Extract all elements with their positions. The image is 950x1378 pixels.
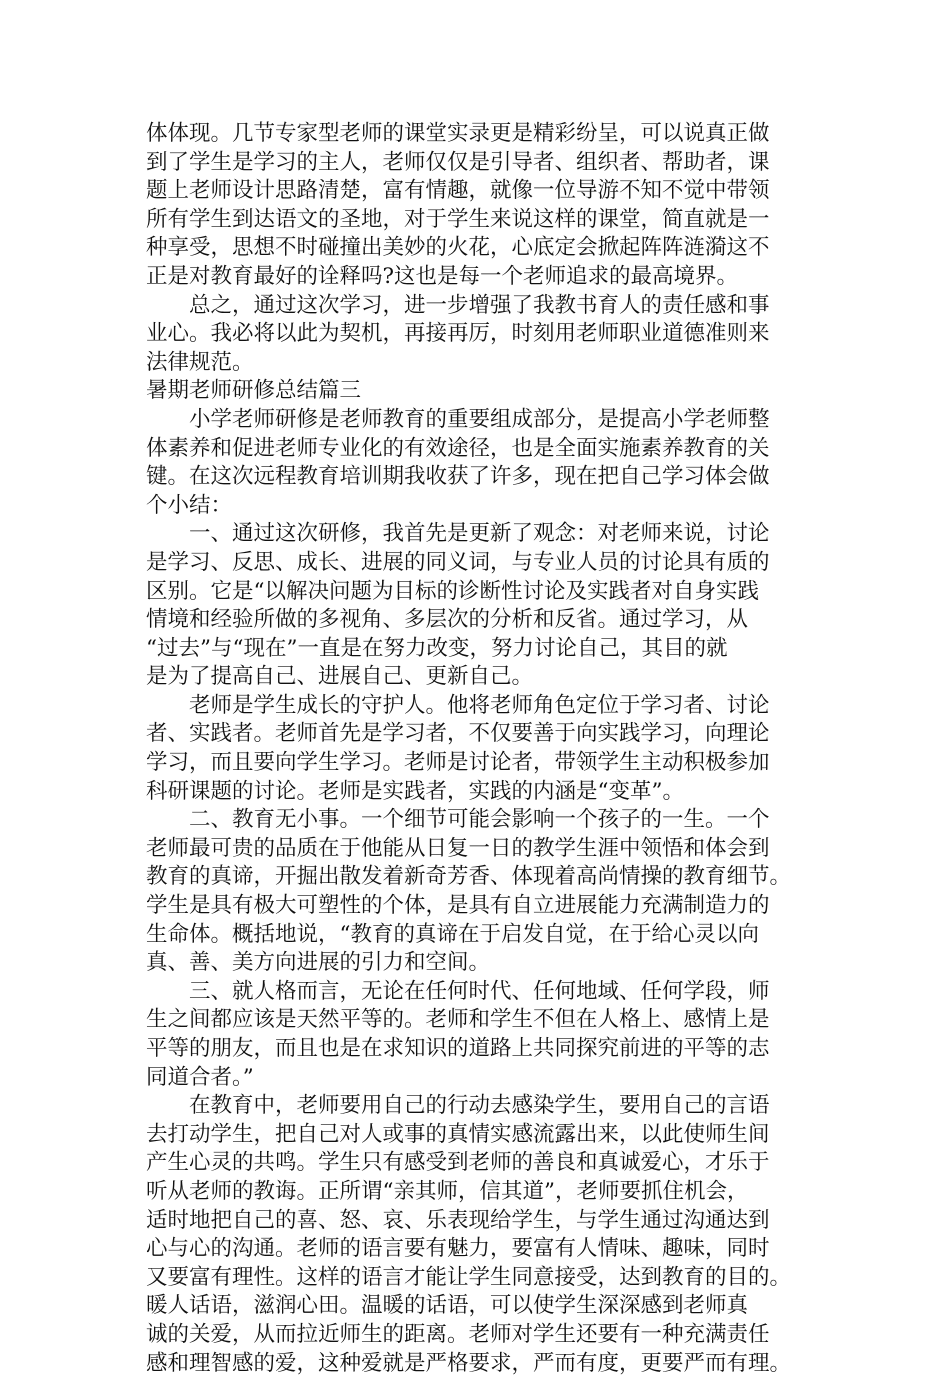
text-line: 题上老师设计思路清楚，富有情趣，就像一位导游不知不觉中带领 (146, 178, 770, 204)
text-line: 适时地把自己的喜、怒、哀、乐表现给学生，与学生通过沟通达到 (146, 1207, 770, 1233)
text-line: 到了学生是学习的主人，老师仅仅是引导者、组织者、帮助者，课 (146, 149, 770, 175)
text-line: 生之间都应该是天然平等的。老师和学生不但在人格上、感情上是 (146, 1007, 770, 1033)
text-line: 在教育中，老师要用自己的行动去感染学生，要用自己的言语 (189, 1093, 770, 1119)
text-line: 生命体。概括地说，“教育的真谛在于启发自觉，在于给心灵以向 (146, 921, 759, 947)
paragraph (146, 806, 811, 978)
text-line: 真、善、美方向进展的引力和空间。 (146, 950, 491, 976)
text-line: 科研课题的讨论。老师是实践者，实践的内涵是“变革”。 (146, 778, 684, 804)
paragraph (146, 692, 811, 806)
paragraph (146, 292, 811, 378)
text-line: 听从老师的教诲。正所谓“亲其师，信其道”，老师要抓住机会， (146, 1178, 749, 1204)
text-line: “过去”与“现在”一直是在努力改变，努力讨论自己，其目的就 (146, 635, 728, 661)
document-page (146, 120, 811, 1378)
text-line: 感和理智感的爱，这种爱就是严格要求，严而有度，更要严而有理。 (146, 1350, 792, 1376)
text-line: 总之，通过这次学习，进一步增强了我教书育人的责任感和事 (189, 292, 770, 318)
text-line: 种享受，思想不时碰撞出美妙的火花，心底定会掀起阵阵涟漪这不 (146, 235, 770, 261)
text-line: 法律规范。 (146, 349, 254, 375)
text-line: 三、就人格而言，无论在任何时代、任何地域、任何学段，师 (189, 978, 770, 1004)
text-line: 教育的真谛，开掘出散发着新奇芳香、体现着高尚情操的教育细节。 (146, 864, 792, 890)
text-line: 产生心灵的共鸣。学生只有感受到老师的善良和真诚爱心，才乐于 (146, 1150, 770, 1176)
text-line: 个小结： (146, 492, 233, 518)
paragraph (146, 120, 811, 292)
paragraph (146, 406, 811, 520)
text-line: 心与心的沟通。老师的语言要有魅力，要富有人情味、趣味，同时 (146, 1236, 770, 1262)
text-line: 平等的朋友，而且也是在求知识的道路上共同探究前进的平等的志 (146, 1036, 770, 1061)
text-line: 二、教育无小事。一个细节可能会影响一个孩子的一生。一个 (189, 807, 770, 833)
text-line: 是学习、反思、成长、进展的同义词，与专业人员的讨论具有质的 (146, 549, 770, 575)
text-line: 同道合者。” (146, 1064, 254, 1090)
text-line: 学习，而且要向学生学习。老师是讨论者，带领学生主动积极参加 (146, 750, 770, 776)
text-line: 正是对教育最好的诠释吗?这也是每一个老师追求的最高境界。 (146, 263, 739, 289)
heading-text: 暑期老师研修总结篇三 (146, 378, 362, 404)
text-line: 者、实践者。老师首先是学习者，不仅要善于向实践学习，向理论 (146, 721, 770, 747)
text-line: 暖人话语，滋润心田。温暖的话语，可以使学生深深感到老师真 (146, 1293, 749, 1319)
text-line: 诚的关爱，从而拉近师生的距离。老师对学生还要有一种充满责任 (146, 1321, 770, 1347)
text-line: 去打动学生，把自己对人或事的真情实感流露出来，以此使师生间 (146, 1121, 770, 1147)
paragraph (146, 978, 811, 1092)
text-line: 情境和经验所做的多视角、多层次的分析和反省。通过学习，从 (146, 607, 749, 633)
paragraph (146, 1092, 811, 1378)
section-heading (146, 377, 811, 406)
paragraph (146, 520, 811, 692)
text-line: 小学老师研修是老师教育的重要组成部分，是提高小学老师整 (189, 406, 770, 432)
text-line: 区别。它是“以解决问题为目标的诊断性讨论及实践者对自身实践 (146, 578, 759, 604)
text-line: 一、通过这次研修，我首先是更新了观念：对老师来说，讨论 (189, 521, 770, 547)
text-line: 老师最可贵的品质在于他能从日复一日的教学生涯中领悟和体会到 (146, 835, 770, 861)
text-line: 又要富有理性。这样的语言才能让学生同意接受，达到教育的目的。 (146, 1264, 792, 1290)
text-line: 所有学生到达语文的圣地，对于学生来说这样的课堂，简直就是一 (146, 206, 770, 232)
text-line: 键。在这次远程教育培训期我收获了许多，现在把自己学习体会做 (146, 464, 770, 490)
text-line: 体素养和促进老师专业化的有效途径，也是全面实施素养教育的关 (146, 435, 770, 461)
text-line: 学生是具有极大可塑性的个体，是具有自立进展能力充满制造力的 (146, 893, 770, 919)
text-line: 是为了提高自己、进展自己、更新自己。 (146, 664, 534, 690)
text-line: 老师是学生成长的守护人。他将老师角色定位于学习者、讨论 (189, 692, 770, 718)
text-line: 体体现。几节专家型老师的课堂实录更是精彩纷呈，可以说真正做 (146, 121, 770, 146)
text-line: 业心。我必将以此为契机，再接再厉，时刻用老师职业道德准则来 (146, 321, 770, 347)
